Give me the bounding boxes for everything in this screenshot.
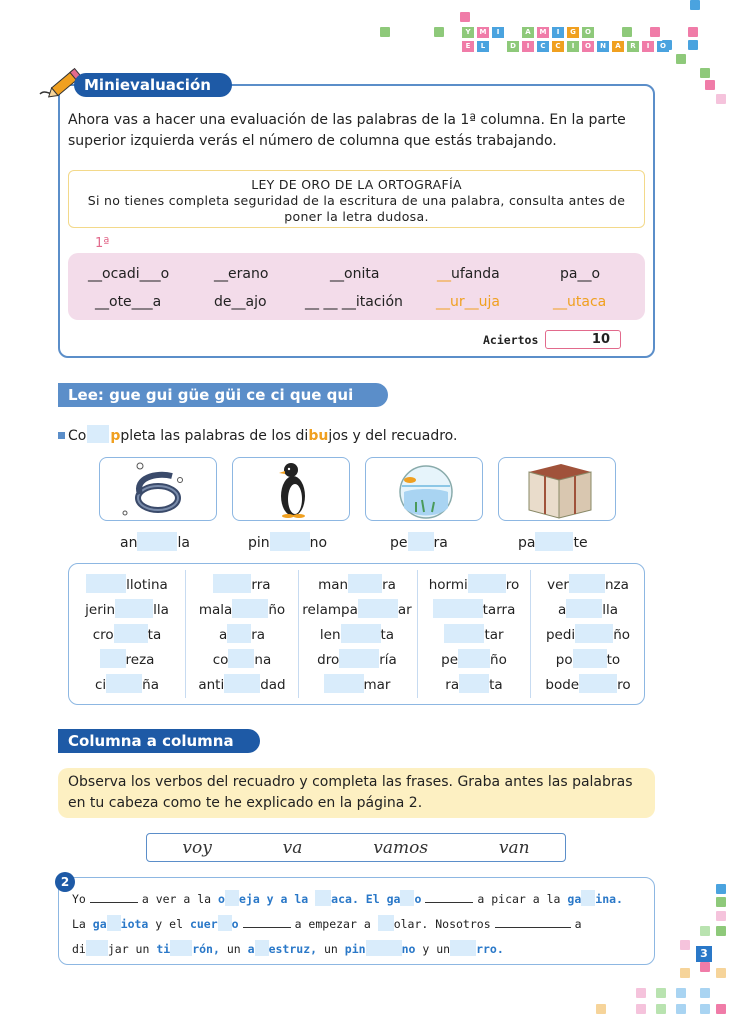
logo-mi-amigo-el-diccionario bbox=[462, 27, 669, 55]
lee-title: Lee: gue gui güe güi ce ci que qui bbox=[58, 383, 388, 407]
word-part: anti bbox=[198, 677, 225, 693]
instruction bbox=[58, 425, 457, 444]
logo-letter: L bbox=[477, 41, 489, 52]
sentence-line-2 bbox=[72, 915, 582, 931]
blank-field[interactable] bbox=[107, 915, 121, 931]
answer-line[interactable] bbox=[495, 927, 571, 928]
blank-field[interactable] bbox=[575, 624, 613, 643]
blank-field[interactable] bbox=[569, 574, 605, 593]
sentence-line-1 bbox=[72, 890, 623, 906]
logo-letter: A bbox=[522, 27, 534, 38]
text: a bbox=[247, 942, 255, 956]
table-cell bbox=[72, 574, 182, 593]
word-part: rra bbox=[251, 577, 271, 593]
text: jar un bbox=[107, 942, 150, 956]
logo-letter bbox=[507, 27, 519, 38]
word-part: na bbox=[254, 652, 272, 668]
word: __ote___a bbox=[95, 294, 162, 310]
word-part: ño bbox=[613, 627, 631, 643]
text: olar. Nosotros bbox=[393, 917, 491, 931]
answer-line[interactable] bbox=[243, 927, 291, 928]
picture-card-package bbox=[498, 457, 616, 521]
text: ti bbox=[156, 942, 171, 956]
text: un bbox=[323, 942, 338, 956]
verb: voy bbox=[182, 837, 212, 858]
text: Yo bbox=[72, 892, 86, 906]
word-part: ño bbox=[268, 602, 286, 618]
word-part: pe bbox=[390, 535, 408, 551]
word bbox=[437, 266, 500, 282]
blank-square bbox=[87, 425, 109, 443]
divider bbox=[530, 570, 531, 698]
text: di bbox=[72, 942, 86, 956]
text: o bbox=[414, 892, 422, 906]
word-part: to bbox=[606, 652, 621, 668]
logo-letter: I bbox=[642, 41, 654, 52]
table-cell bbox=[534, 674, 642, 693]
aciertos-value[interactable]: 10 bbox=[545, 330, 621, 349]
word-part: ría bbox=[379, 652, 397, 668]
word-part: lla bbox=[602, 602, 619, 618]
divider bbox=[298, 570, 299, 698]
answer-letter: ur bbox=[450, 294, 465, 310]
logo-letter: I bbox=[492, 27, 504, 38]
word-part: dad bbox=[260, 677, 286, 693]
blank-field[interactable] bbox=[227, 624, 251, 643]
blank-field[interactable] bbox=[270, 532, 310, 551]
logo-letter: O bbox=[657, 41, 669, 52]
blank-field[interactable] bbox=[433, 599, 483, 618]
table-cell bbox=[72, 624, 182, 643]
word: __ __ __itación bbox=[305, 294, 403, 310]
table-cell bbox=[300, 674, 414, 693]
picture-card-penguin bbox=[232, 457, 350, 521]
blank-field[interactable] bbox=[225, 890, 239, 906]
text: eja y a la bbox=[238, 892, 309, 906]
logo-letter: I bbox=[522, 41, 534, 52]
text: a empezar a bbox=[294, 917, 371, 931]
blank-field[interactable] bbox=[86, 574, 126, 593]
text: o bbox=[218, 892, 225, 906]
package-icon bbox=[499, 458, 617, 522]
word-part: len bbox=[319, 627, 341, 643]
word-part: hormi bbox=[428, 577, 468, 593]
text: a bbox=[574, 917, 582, 931]
word-part: ci bbox=[94, 677, 107, 693]
table-cell bbox=[188, 649, 296, 668]
blank-field[interactable] bbox=[581, 890, 595, 906]
text: estruz, bbox=[268, 942, 318, 956]
blank-field[interactable] bbox=[232, 599, 268, 618]
word-part: ra bbox=[433, 535, 448, 551]
table-cell bbox=[420, 674, 528, 693]
word-part: ro bbox=[505, 577, 520, 593]
word-part: nza bbox=[604, 577, 629, 593]
table-cell bbox=[534, 599, 642, 618]
word-part: pa bbox=[518, 535, 536, 551]
blank-field[interactable] bbox=[459, 674, 489, 693]
table-cell bbox=[420, 649, 528, 668]
blank-field[interactable] bbox=[255, 940, 269, 956]
logo-letter: Y bbox=[462, 27, 474, 38]
blank-field[interactable] bbox=[213, 574, 251, 593]
word bbox=[436, 294, 500, 310]
word-part: ño bbox=[490, 652, 507, 668]
word-part: uja bbox=[478, 294, 500, 310]
picture-card-fishbowl bbox=[365, 457, 483, 521]
blank-field[interactable] bbox=[115, 599, 153, 618]
word-part: ar bbox=[397, 602, 412, 618]
table-cell bbox=[72, 674, 182, 693]
word-part: lla bbox=[153, 602, 169, 618]
text: y un bbox=[422, 942, 451, 956]
instruction-part: pleta las palabras de los di bbox=[120, 428, 309, 444]
picture-word bbox=[248, 532, 327, 551]
verb: vamos bbox=[373, 837, 429, 858]
fishbowl-icon bbox=[366, 458, 484, 522]
verb-box bbox=[146, 833, 566, 862]
table-cell bbox=[420, 574, 528, 593]
logo-letter: E bbox=[462, 41, 474, 52]
instruction-part: Co bbox=[68, 428, 87, 444]
table-cell bbox=[188, 574, 296, 593]
word-part: a bbox=[557, 602, 567, 618]
word-part: tarra bbox=[482, 602, 516, 618]
answer-letter: __ bbox=[437, 266, 451, 282]
table-cell bbox=[420, 624, 528, 643]
logo-letter: N bbox=[597, 41, 609, 52]
text: ina. bbox=[595, 892, 623, 906]
word-part: jerin bbox=[85, 602, 116, 618]
table-cell bbox=[72, 599, 182, 618]
text: a picar a la bbox=[477, 892, 561, 906]
instruction-part: bu bbox=[308, 428, 329, 444]
instruction-part: p bbox=[110, 428, 121, 444]
word-part: an bbox=[120, 535, 138, 551]
word-part: ra bbox=[445, 677, 460, 693]
blank-field[interactable] bbox=[100, 649, 126, 668]
blank-field[interactable] bbox=[339, 649, 379, 668]
table-cell bbox=[300, 649, 414, 668]
blank-field[interactable] bbox=[224, 674, 260, 693]
answer-letter: __ bbox=[436, 294, 450, 310]
word-part: pin bbox=[248, 535, 270, 551]
word-part: cro bbox=[92, 627, 114, 643]
text: ga bbox=[386, 892, 401, 906]
answer-letter: __ bbox=[464, 294, 479, 310]
word: pa__o bbox=[560, 266, 601, 282]
word-part: co bbox=[212, 652, 229, 668]
text: La bbox=[72, 917, 86, 931]
word: __erano bbox=[214, 266, 269, 282]
word-part: ro bbox=[617, 677, 631, 693]
columna-title: Columna a columna bbox=[58, 729, 260, 753]
word-part: po bbox=[555, 652, 573, 668]
word-part: ufanda bbox=[451, 266, 500, 282]
blank-field[interactable] bbox=[228, 649, 254, 668]
word-part: ra bbox=[251, 627, 266, 643]
blank-field[interactable] bbox=[106, 674, 142, 693]
text: aca. El bbox=[331, 892, 380, 906]
column-number: 1ª bbox=[95, 236, 110, 251]
picture-word bbox=[518, 532, 588, 551]
word-part: te bbox=[573, 535, 588, 551]
bullet-icon bbox=[58, 432, 65, 439]
exercise-number: 2 bbox=[55, 872, 75, 892]
blank-field[interactable] bbox=[114, 624, 148, 643]
text: cuer bbox=[189, 917, 218, 931]
logo-letter: R bbox=[627, 41, 639, 52]
blank-field[interactable] bbox=[408, 532, 434, 551]
columna-instructions: Observa los verbos del recuadro y completa las frases. Graba antes las palabras en tu cabeza como te he explicado en la página 2. bbox=[58, 768, 655, 818]
logo-letter: C bbox=[537, 41, 549, 52]
blank-field[interactable] bbox=[366, 940, 402, 956]
text: pin bbox=[344, 942, 366, 956]
minievaluacion-text: Ahora vas a hacer una evaluación de las palabras de la 1ª columna. En la parte superior izquierda verás el número de columna que estás trabajando. bbox=[68, 112, 626, 149]
blank-field[interactable] bbox=[450, 940, 476, 956]
blank-field[interactable] bbox=[324, 674, 364, 693]
divider bbox=[185, 570, 186, 698]
table-cell bbox=[188, 599, 296, 618]
word-part: ña bbox=[142, 677, 160, 693]
word-part: mala bbox=[198, 602, 233, 618]
word bbox=[553, 294, 606, 310]
table-cell bbox=[300, 599, 414, 618]
logo-letter: D bbox=[507, 41, 519, 52]
blank-field[interactable] bbox=[348, 574, 382, 593]
text: o bbox=[231, 917, 239, 931]
instruction-part: jos y del recuadro. bbox=[328, 428, 458, 444]
text: un bbox=[226, 942, 241, 956]
golden-rule-text: Si no tienes completa seguridad de la escritura de una palabra, consulta antes de poner la letra dudosa. bbox=[87, 193, 626, 224]
word-part: ver bbox=[547, 577, 569, 593]
word-part: relampa bbox=[302, 602, 358, 618]
blank-field[interactable] bbox=[378, 915, 394, 931]
word-part: pe bbox=[441, 652, 459, 668]
blank-field[interactable] bbox=[86, 940, 108, 956]
text: rón, bbox=[192, 942, 220, 956]
penguin-icon bbox=[233, 458, 351, 522]
blank-field[interactable] bbox=[458, 649, 490, 668]
blank-field[interactable] bbox=[137, 532, 177, 551]
blank-field[interactable] bbox=[535, 532, 573, 551]
logo-letter: C bbox=[552, 41, 564, 52]
word: __onita bbox=[330, 266, 380, 282]
word-part: ra bbox=[382, 577, 396, 593]
blank-field[interactable] bbox=[218, 915, 232, 931]
logo-letter: O bbox=[582, 41, 594, 52]
eel-icon bbox=[100, 458, 218, 522]
word-part: dro bbox=[317, 652, 340, 668]
blank-field[interactable] bbox=[400, 890, 414, 906]
blank-field[interactable] bbox=[315, 890, 331, 906]
blank-field[interactable] bbox=[444, 624, 484, 643]
aciertos-label: Aciertos bbox=[483, 333, 539, 347]
logo-letter: G bbox=[567, 27, 579, 38]
blank-field[interactable] bbox=[341, 624, 381, 643]
blank-field[interactable] bbox=[358, 599, 398, 618]
word-part: man bbox=[318, 577, 349, 593]
logo-letter: M bbox=[537, 27, 549, 38]
table-cell bbox=[188, 624, 296, 643]
blank-field[interactable] bbox=[170, 940, 192, 956]
word-part: reza bbox=[125, 652, 155, 668]
sentence-line-3 bbox=[72, 940, 504, 956]
logo-letter: M bbox=[477, 27, 489, 38]
text: y el bbox=[155, 917, 183, 931]
word-part: ta bbox=[489, 677, 503, 693]
word-part: la bbox=[177, 535, 190, 551]
table-cell bbox=[420, 599, 528, 618]
logo-letter bbox=[492, 41, 504, 52]
table-cell bbox=[534, 649, 642, 668]
golden-rule-box bbox=[68, 170, 645, 228]
golden-rule-title: LEY DE ORO DE LA ORTOGRAFÍA bbox=[251, 177, 462, 192]
answer-letter: __ bbox=[553, 294, 567, 310]
answer-line[interactable] bbox=[425, 902, 473, 903]
logo-letter: O bbox=[582, 27, 594, 38]
text: no bbox=[401, 942, 416, 956]
blank-field[interactable] bbox=[566, 599, 602, 618]
word: __ocadi___o bbox=[88, 266, 170, 282]
divider bbox=[417, 570, 418, 698]
table-cell bbox=[534, 574, 642, 593]
picture-card-eel bbox=[99, 457, 217, 521]
word-part: bode bbox=[545, 677, 580, 693]
logo-letter: I bbox=[567, 41, 579, 52]
text: ga bbox=[567, 892, 582, 906]
word-part: pedi bbox=[545, 627, 576, 643]
verb: van bbox=[498, 837, 530, 858]
blank-field[interactable] bbox=[468, 574, 506, 593]
table-cell bbox=[534, 624, 642, 643]
text: ga bbox=[92, 917, 107, 931]
table-cell bbox=[188, 674, 296, 693]
text: a ver a la bbox=[141, 892, 212, 906]
word: de__ajo bbox=[214, 294, 267, 310]
word-part: utaca bbox=[567, 294, 607, 310]
table-cell bbox=[72, 649, 182, 668]
text: iota bbox=[120, 917, 149, 931]
text: rro. bbox=[476, 942, 504, 956]
table-cell bbox=[300, 624, 414, 643]
picture-word bbox=[120, 532, 190, 551]
word-part: llotina bbox=[126, 577, 168, 593]
minievaluacion-title: Minievaluación bbox=[74, 73, 232, 97]
word-part: mar bbox=[363, 677, 391, 693]
word-part: a bbox=[218, 627, 228, 643]
logo-letter: I bbox=[552, 27, 564, 38]
word-part: no bbox=[309, 535, 328, 551]
table-cell bbox=[300, 574, 414, 593]
blank-field[interactable] bbox=[573, 649, 607, 668]
picture-word bbox=[390, 532, 448, 551]
word-part: ta bbox=[380, 627, 395, 643]
answer-line[interactable] bbox=[90, 902, 138, 903]
word-part: tar bbox=[484, 627, 504, 643]
page-number: 3 bbox=[696, 946, 712, 962]
verb: va bbox=[282, 837, 303, 858]
blank-field[interactable] bbox=[579, 674, 617, 693]
word-part: ta bbox=[147, 627, 162, 643]
logo-letter: A bbox=[612, 41, 624, 52]
